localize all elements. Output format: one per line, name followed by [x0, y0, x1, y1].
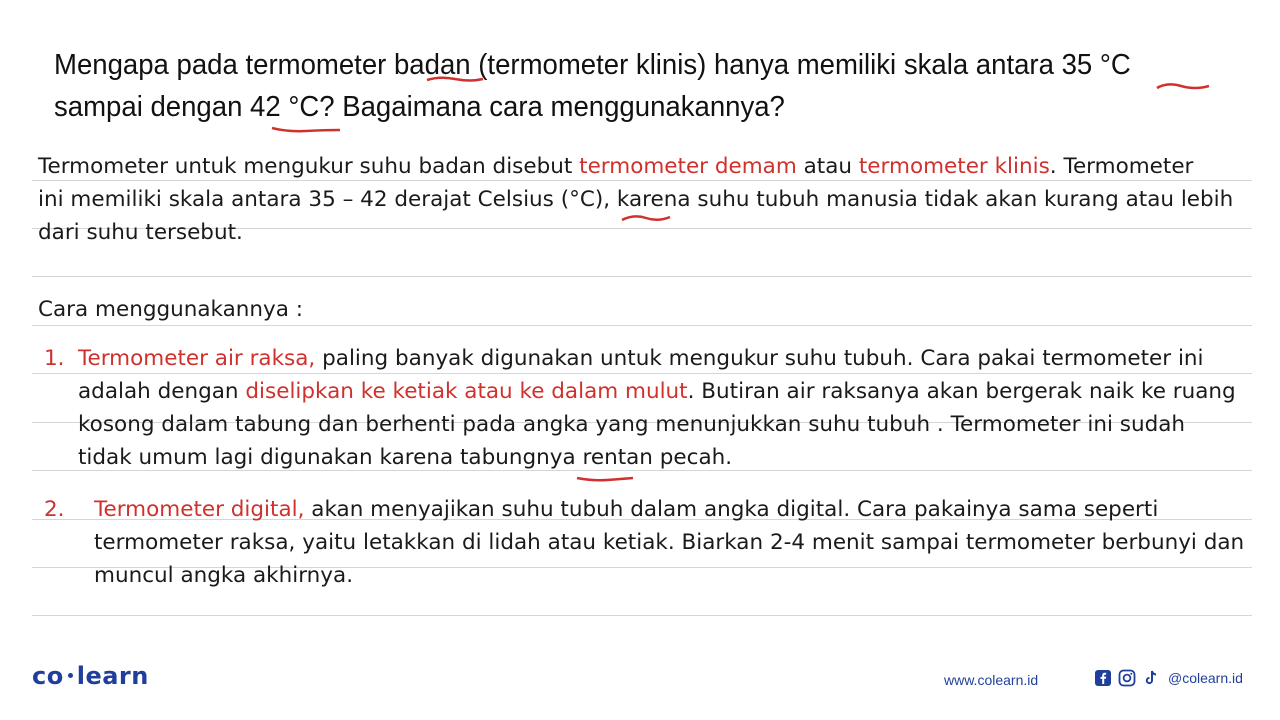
item-2-line-3: muncul angka akhirnya. [94, 563, 354, 588]
question-line-1: Mengapa pada termometer badan (termometer klinis) hanya memiliki skala antara 35 °C [54, 49, 1131, 81]
highlight-termometer-demam: termometer demam [579, 154, 797, 179]
website-link[interactable]: www.colearn.id [944, 672, 1039, 688]
intro-line-2: ini memiliki skala antara 35 – 42 derajat Celsius (°C), karena suhu tubuh manusia tidak akan kurang atau lebih [38, 187, 1234, 212]
question-line-2: sampai dengan 42 °C? Bagaimana cara menggunakannya? [54, 91, 785, 123]
rule-line [32, 276, 1252, 277]
tiktok-icon[interactable] [1142, 669, 1160, 687]
list-number-2: 2. [44, 497, 65, 522]
logo-dot-icon [68, 673, 73, 678]
usage-heading: Cara menggunakannya : [38, 297, 304, 322]
item-1-line-1: Termometer air raksa, paling banyak digunakan untuk mengukur suhu tubuh. Cara pakai termometer ini [78, 346, 1204, 371]
rule-line [32, 615, 1252, 616]
underline-badan [425, 74, 485, 84]
highlight-diselipkan: diselipkan ke ketiak atau ke dalam mulut [245, 379, 688, 404]
intro-line-3: dari suhu tersebut. [38, 220, 243, 245]
question-text [54, 44, 1185, 128]
colearn-logo[interactable]: co learn [32, 662, 149, 690]
item-1-line-3: kosong dalam tabung dan berhenti pada angka yang menunjukkan suhu tubuh . Termometer ini sudah [78, 412, 1186, 437]
highlight-termometer-digital: Termometer digital, [94, 497, 305, 522]
item-2-line-1: Termometer digital, akan menyajikan suhu tubuh dalam angka digital. Cara pakainya sama seperti [94, 497, 1159, 522]
item-2-line-2: termometer raksa, yaitu letakkan di lidah atau ketiak. Biarkan 2-4 menit sampai termometer berbunyi dan [94, 530, 1245, 555]
intro-line-1: Termometer untuk mengukur suhu badan disebut termometer demam atau termometer klinis. Termometer [38, 154, 1194, 179]
instagram-icon[interactable] [1118, 669, 1136, 687]
item-1-line-2: adalah dengan diselipkan ke ketiak atau ke dalam mulut. Butiran air raksanya akan bergerak naik ke ruang [78, 379, 1236, 404]
item-1-line-4: tidak umum lagi digunakan karena tabungnya rentan pecah. [78, 445, 733, 470]
highlight-termometer-klinis: termometer klinis [858, 154, 1050, 179]
footer [0, 660, 1280, 700]
social-links [1094, 669, 1243, 687]
underline-35c [1155, 80, 1211, 92]
social-handle[interactable]: @colearn.id [1168, 670, 1243, 686]
list-number-1: 1. [44, 346, 65, 371]
highlight-termometer-air-raksa: Termometer air raksa, [78, 346, 316, 371]
facebook-icon[interactable] [1094, 669, 1112, 687]
underline-42c [270, 122, 342, 134]
